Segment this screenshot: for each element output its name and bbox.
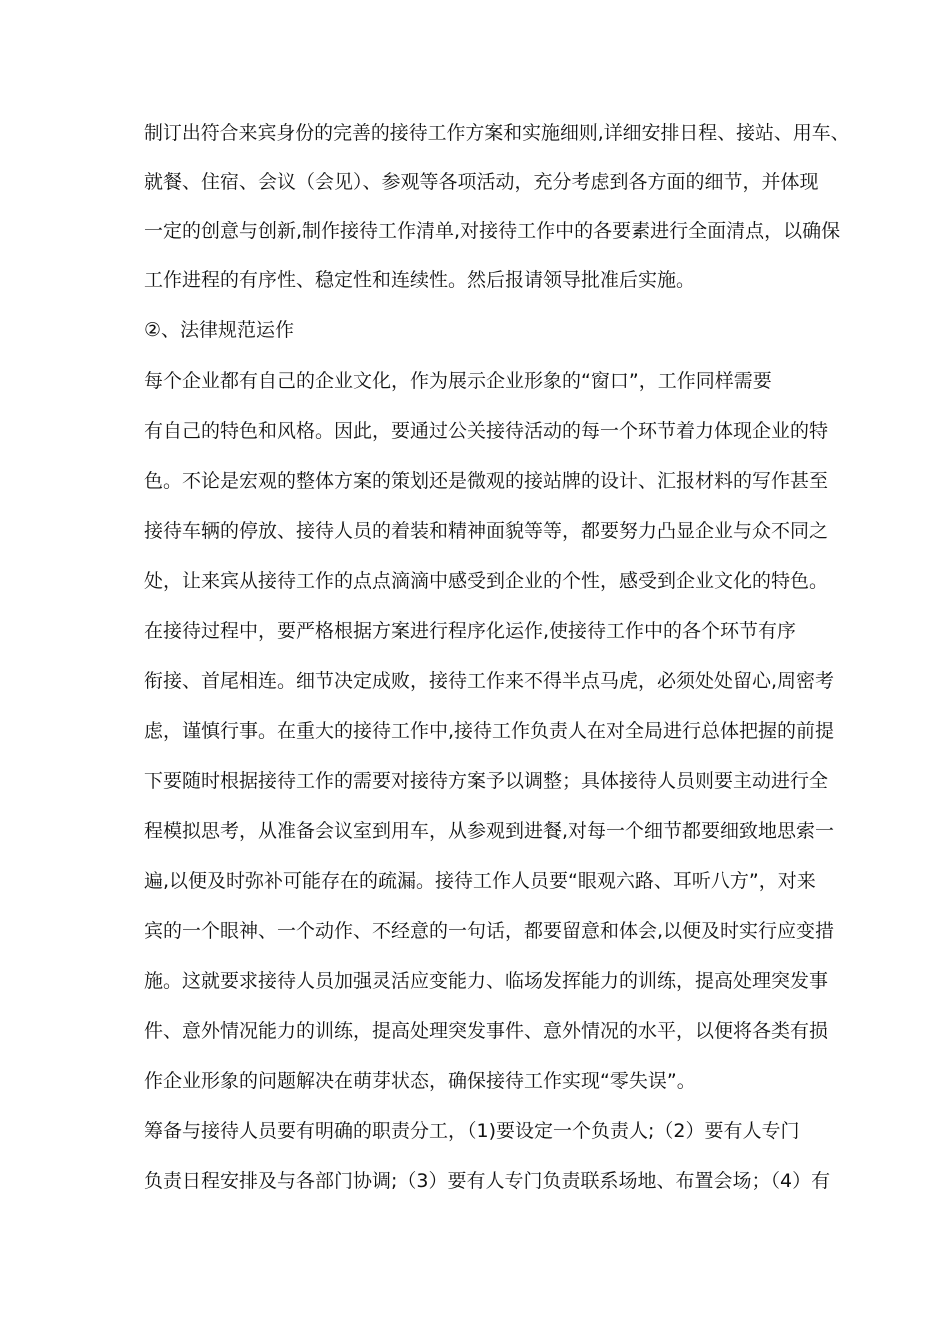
- text-line: 处，让来宾从接待工作的点点滴滴中感受到企业的个性，感受到企业文化的特色。: [144, 570, 829, 592]
- text-line: 有自己的特色和风格。因此，要通过公关接待活动的每一个环节着力体现企业的特: [144, 420, 829, 442]
- text-line: 一定的创意与创新,制作接待工作清单,对接待工作中的各要素进行全面清点，以确保: [144, 220, 841, 242]
- text-line: 每个企业都有自己的企业文化，作为展示企业形象的“窗口”，工作同样需要: [144, 370, 772, 392]
- text-line: 作企业形象的问题解决在萌芽状态，确保接待工作实现“零失误”。: [144, 1070, 696, 1092]
- section-heading: ②、法律规范运作: [144, 319, 295, 341]
- text-line: 遍,以便及时弥补可能存在的疏漏。接待工作人员要“眼观六路、耳听八方”，对来: [144, 870, 816, 892]
- text-line: 就餐、住宿、会议（会见）、参观等各项活动，充分考虑到各方面的细节，并体现: [144, 171, 819, 193]
- text-line: 负责日程安排及与各部门协调;（3）要有人专门负责联系场地、布置会场；（4）有: [144, 1170, 831, 1192]
- text-line: 衔接、首尾相连。细节决定成败，接待工作来不得半点马虎，必须处处留心,周密考: [144, 670, 835, 692]
- text-line: 程模拟思考，从准备会议室到用车，从参观到进餐,对每一个细节都要细致地思索一: [144, 820, 835, 842]
- text-line: 下要随时根据接待工作的需要对接待方案予以调整；具体接待人员则要主动进行全: [144, 770, 829, 792]
- text-line: 色。不论是宏观的整体方案的策划还是微观的接站牌的设计、汇报材料的写作甚至: [144, 470, 829, 492]
- text-line: 件、意外情况能力的训练，提高处理突发事件、意外情况的水平，以便将各类有损: [144, 1020, 829, 1042]
- text-line: 接待车辆的停放、接待人员的着装和精神面貌等等，都要努力凸显企业与众不同之: [144, 520, 829, 542]
- text-line: 工作进程的有序性、稳定性和连续性。然后报请领导批准后实施。: [144, 269, 696, 291]
- text-line: 宾的一个眼神、一个动作、不经意的一句话，都要留意和体会,以便及时实行应变措: [144, 920, 835, 942]
- text-line: 虑，谨慎行事。在重大的接待工作中,接待工作负责人在对全局进行总体把握的前提: [144, 720, 835, 742]
- text-line: 在接待过程中，要严格根据方案进行程序化运作,使接待工作中的各个环节有序: [144, 620, 797, 642]
- text-line: 施。这就要求接待人员加强灵活应变能力、临场发挥能力的训练，提高处理突发事: [144, 970, 829, 992]
- text-line: 筹备与接待人员要有明确的职责分工，（1)要设定一个负责人;（2）要有人专门: [144, 1120, 800, 1142]
- text-line: 制订出符合来宾身份的完善的接待工作方案和实施细则,详细安排日程、接站、用车、: [144, 122, 850, 144]
